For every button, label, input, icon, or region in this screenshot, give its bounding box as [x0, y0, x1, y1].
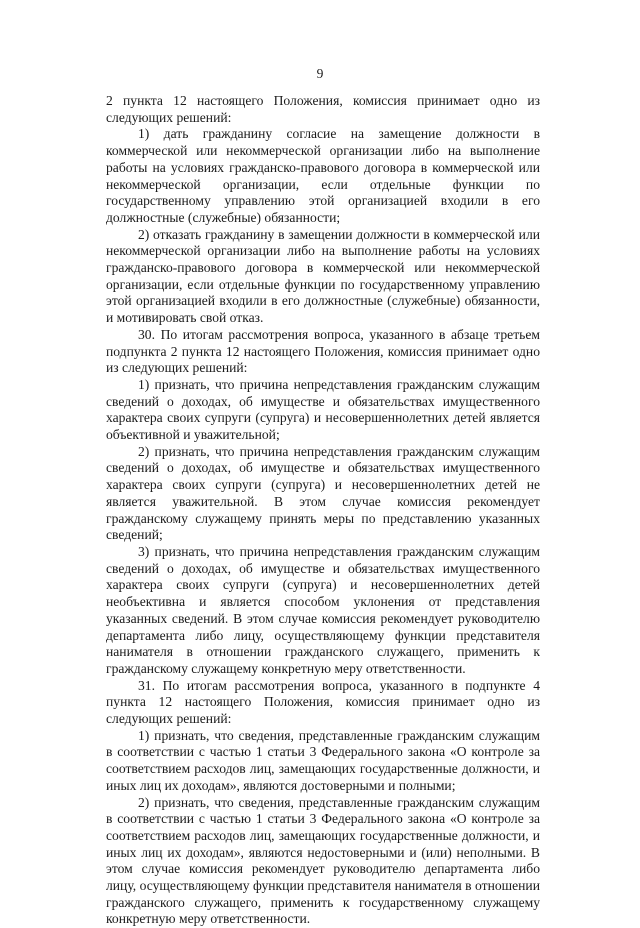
paragraph-30: 30. По итогам рассмотрения вопроса, указанного в абзаце третьем подпункта 2 пункта 12 настоящего Положения, комиссия принимает одно из следующих решений:: [106, 326, 540, 376]
paragraph-31-option-1: 1) признать, что сведения, представленные гражданским служащим в соответствии с частью 1 статьи 3 Федерального закона «О контроле за соответствием расходов лиц, замещающих государственные должности, и иных лиц их доходам», являются достоверными и полными;: [106, 727, 540, 793]
paragraph-30-option-2: 2) признать, что причина непредставления гражданским служащим сведений о доходах, об имуществе и обязательствах имущественного характера своих супруги (супруга) и несовершеннолетних детей не является уважительной. В этом случае комиссия рекомендует гражданскому служащему принять меры по представлению указанных сведений;: [106, 443, 540, 543]
paragraph-29-option-2: 2) отказать гражданину в замещении должности в коммерческой или некоммерческой организации либо на выполнение работы на условиях гражданско-правового договора в коммерческой или некоммерческой организации, если отдельные функции по государственному управлению этой организацией входили в его должностные (служебные) обязанности, и мотивировать свой отказ.: [106, 226, 540, 326]
paragraph-30-option-1: 1) признать, что причина непредставления гражданским служащим сведений о доходах, об имуществе и обязательствах имущественного характера своих супруги (супруга) и несовершеннолетних детей является объективной и уважительной;: [106, 376, 540, 443]
paragraph-31-option-2: 2) признать, что сведения, представленные гражданским служащим в соответствии с частью 1 статьи 3 Федерального закона «О контроле за соответствием расходов лиц, замещающих государственные должности, и иных лиц их доходам», являются недостоверными и (или) неполными. В этом случае комиссия рекомендует руководителю департамента либо лицу, осуществляющему функции представителя нанимателя в отношении гражданского служащего, применить к государственному служащему конкретную меру ответственности.: [106, 794, 540, 927]
page-number: 9: [316, 66, 324, 81]
paragraph-29-option-1: 1) дать гражданину согласие на замещение должности в коммерческой или некоммерческой организации либо на выполнение работы на условиях гражданско-правового договора в коммерческой или некоммерческой организации, если отдельные функции по государственному управлению этой организацией входили в его должностные (служебные) обязанности;: [106, 126, 540, 225]
document-body: [106, 93, 540, 928]
paragraph-31: 31. По итогам рассмотрения вопроса, указанного в подпункте 4 пункта 12 настоящего Положения, комиссия принимает одно из следующих решений:: [106, 677, 540, 727]
paragraph-continuation: 2 пункта 12 настоящего Положения, комиссия принимает одно из следующих решений:: [106, 93, 540, 125]
paragraph-30-option-3: 3) признать, что причина непредставления гражданским служащим сведений о доходах, об имуществе и обязательствах имущественного характера своих супруги (супруга) и несовершеннолетних детей необъективна и является способом уклонения от представления указанных сведений. В этом случае комиссия рекомендует руководителю департамента либо лицу, осуществляющему функции представителя нанимателя в отношении гражданского служащего, применить к гражданскому служащему конкретную меру ответственности.: [106, 543, 540, 676]
